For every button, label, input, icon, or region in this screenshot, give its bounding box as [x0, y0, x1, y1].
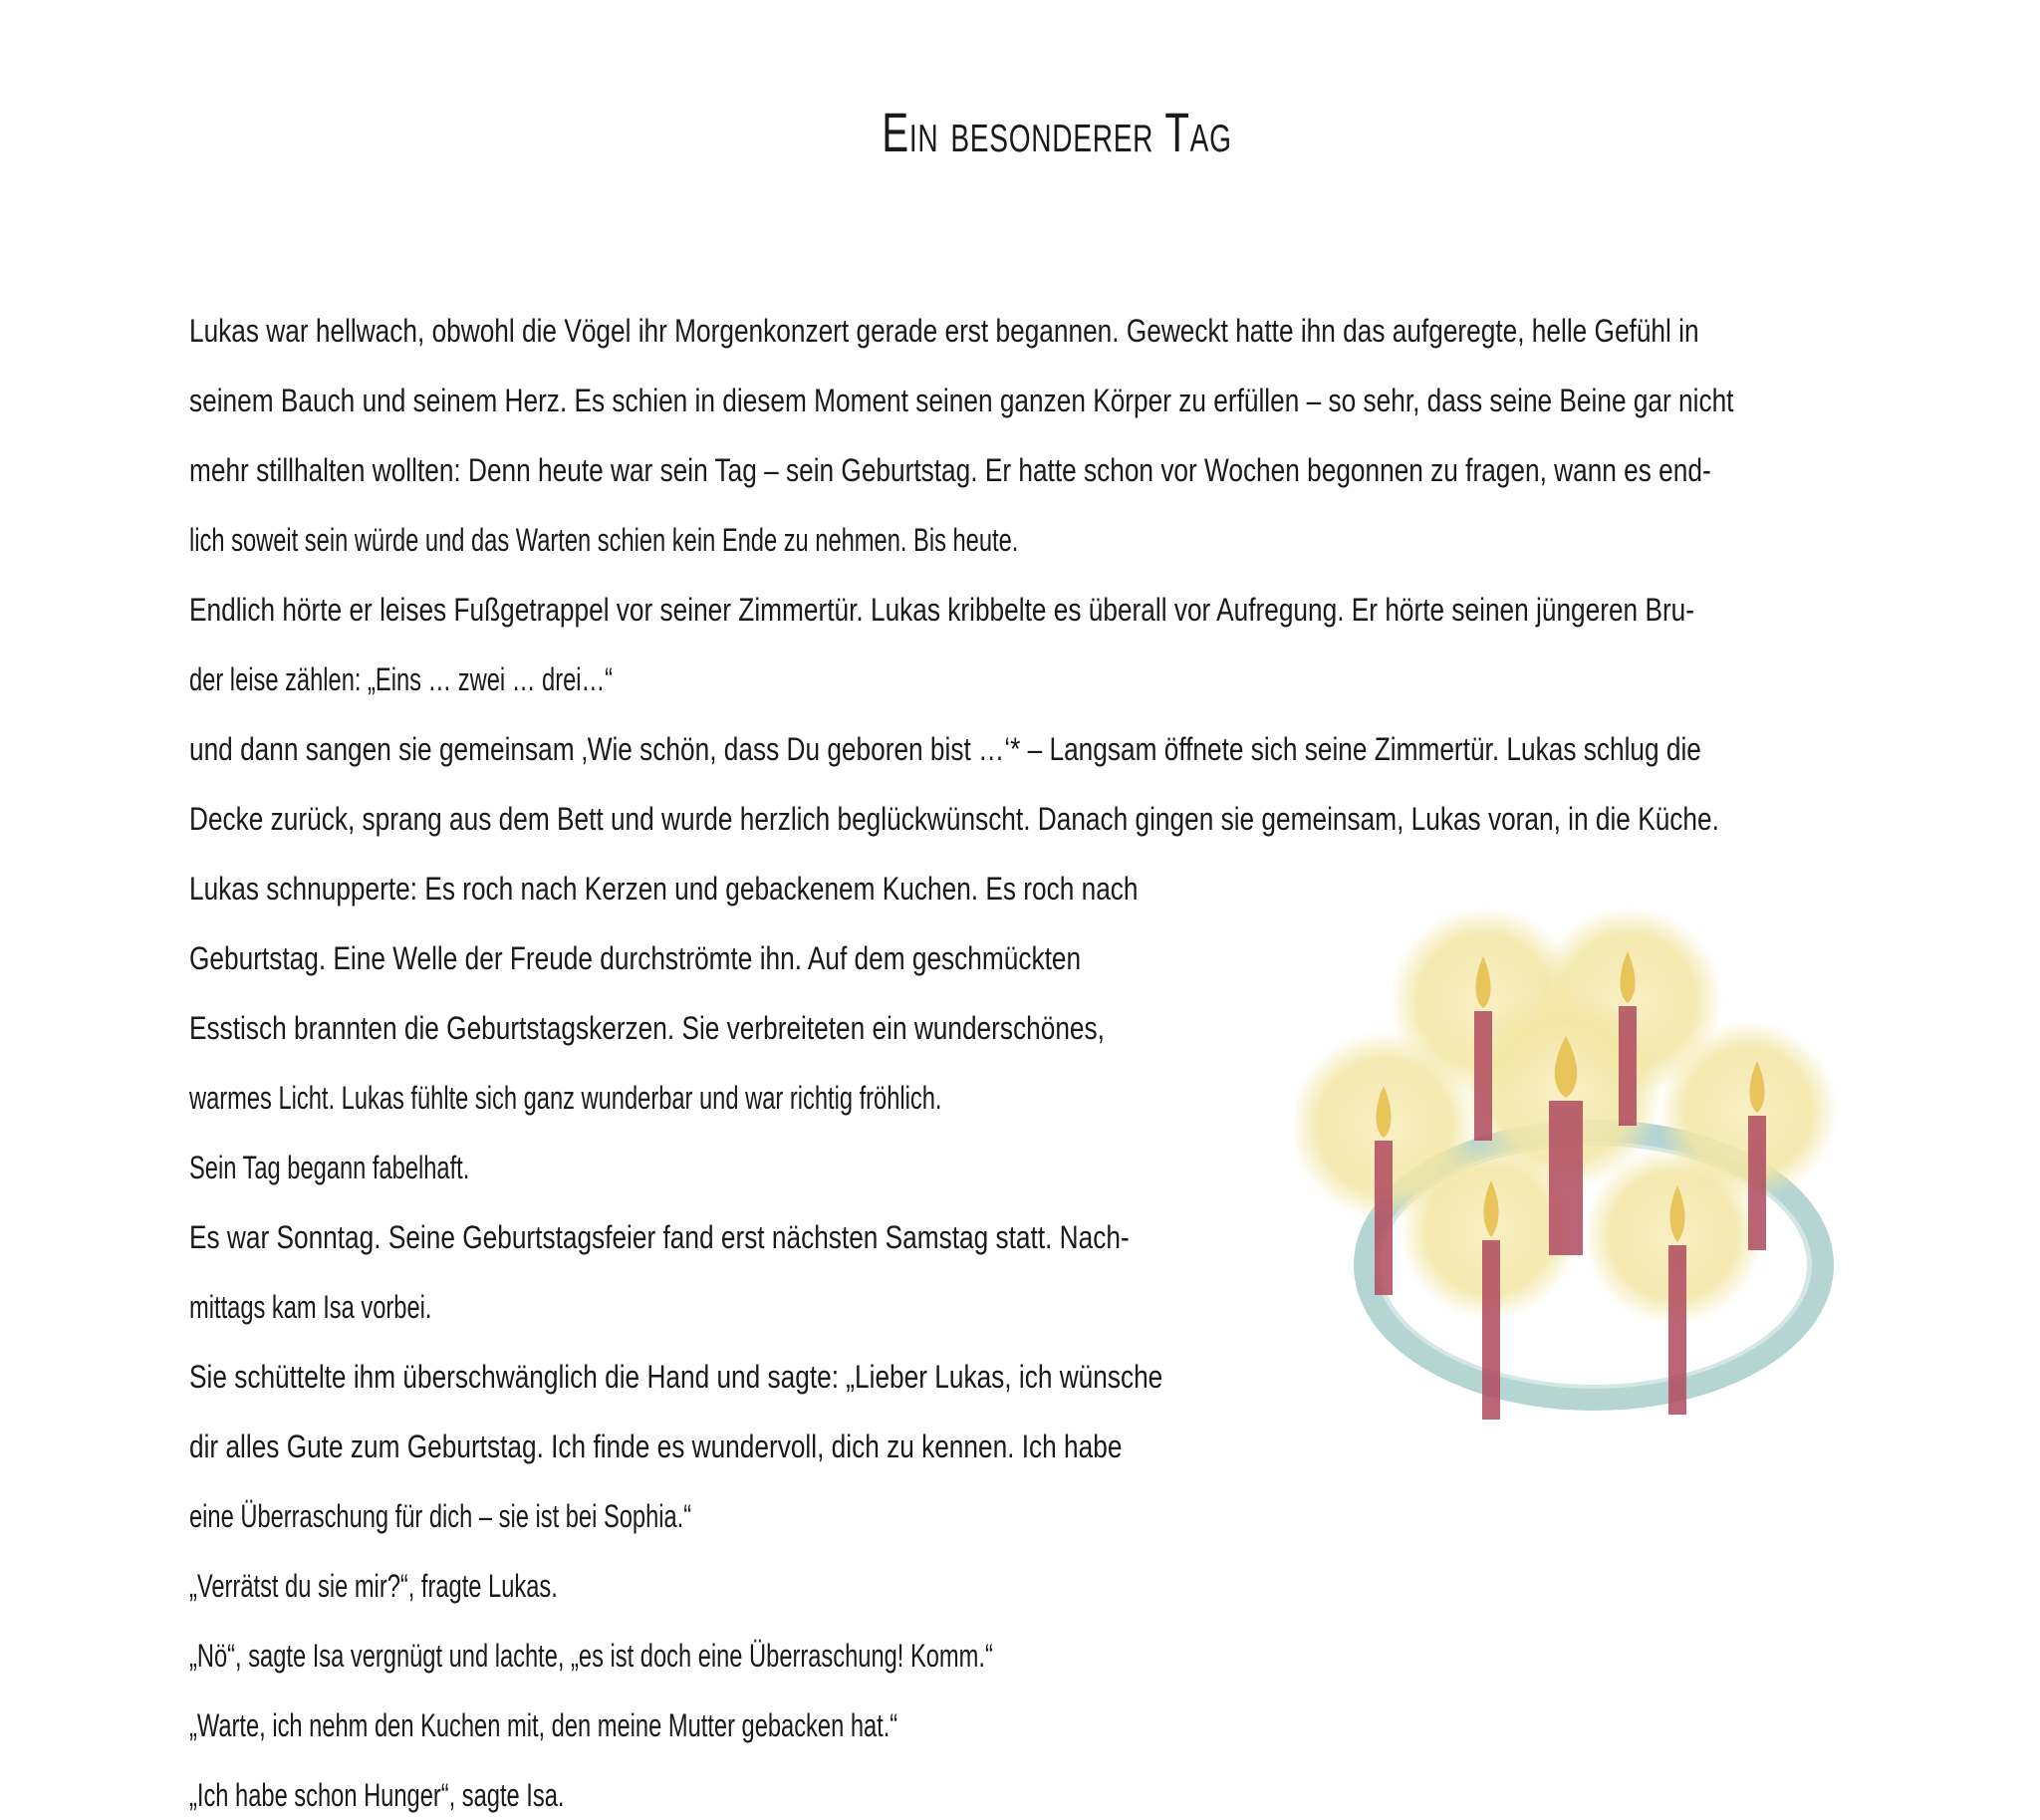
- text-line: „Nö“, sagte Isa vergnügt und lachte, „es ist doch eine Überraschung! Komm.“: [189, 1638, 993, 1674]
- text-line: Esstisch brannten die Geburtstagskerzen. Sie verbreiteten ein wunderschönes,: [189, 1010, 1105, 1046]
- text-line: Es war Sonntag. Seine Geburtstagsfeier fand erst nächsten Samstag statt. Nach-: [189, 1219, 1130, 1255]
- text-line: und dann sangen sie gemeinsam ‚Wie schön, dass Du geboren bist …‘* – Langsam öffnete sich seine Zimmertür. Lukas schlug die: [189, 731, 1701, 767]
- text-line: mehr stillhalten wollten: Denn heute war sein Tag – sein Geburtstag. Er hatte schon vor Wochen begonnen zu fragen, wann es end-: [189, 452, 1711, 488]
- text-line: Sie schüttelte ihm überschwänglich die Hand und sagte: „Lieber Lukas, ich wünsche: [189, 1359, 1163, 1395]
- page-title: Ein besonderer Tag: [882, 101, 1232, 163]
- text-line: „Ich habe schon Hunger“, sagte Isa.: [189, 1777, 565, 1813]
- text-line: Sein Tag begann fabelhaft.: [189, 1150, 470, 1185]
- text-line: Lukas war hellwach, obwohl die Vögel ihr Morgenkonzert gerade erst begannen. Geweckt hatte ihn das aufgeregte, helle Gefühl in: [189, 313, 1699, 349]
- text-line: Lukas schnupperte: Es roch nach Kerzen und gebackenem Kuchen. Es roch nach: [189, 871, 1139, 907]
- text-line: „Warte, ich nehm den Kuchen mit, den meine Mutter gebacken hat.“: [189, 1707, 898, 1743]
- text-line: dir alles Gute zum Geburtstag. Ich finde es wundervoll, dich zu kennen. Ich habe: [189, 1429, 1123, 1464]
- text-line: mittags kam Isa vorbei.: [189, 1289, 432, 1325]
- text-line: lich soweit sein würde und das Warten schien kein Ende zu nehmen. Bis heute.: [189, 522, 1019, 558]
- candle-wreath-illustration: [1295, 877, 1868, 1474]
- text-line: warmes Licht. Lukas fühlte sich ganz wunderbar und war richtig fröhlich.: [189, 1080, 942, 1116]
- text-line: Endlich hörte er leises Fußgetrappel vor seiner Zimmertür. Lukas kribbelte es überall vor Aufregung. Er hörte seinen jüngeren Bru-: [189, 592, 1695, 628]
- text-line: eine Überraschung für dich – sie ist bei Sophia.“: [189, 1498, 692, 1534]
- text-line: der leise zählen: „Eins … zwei … drei…“: [189, 661, 614, 697]
- text-line: „Verrätst du sie mir?“, fragte Lukas.: [189, 1568, 558, 1604]
- text-line: seinem Bauch und seinem Herz. Es schien in diesem Moment seinen ganzen Körper zu erfüllen – so sehr, dass seine Beine gar nicht: [189, 383, 1734, 418]
- text-line: Decke zurück, sprang aus dem Bett und wurde herzlich beglückwünscht. Danach gingen sie gemeinsam, Lukas voran, in die Küche.: [189, 801, 1719, 837]
- text-line: Geburtstag. Eine Welle der Freude durchströmte ihn. Auf dem geschmückten: [189, 940, 1082, 976]
